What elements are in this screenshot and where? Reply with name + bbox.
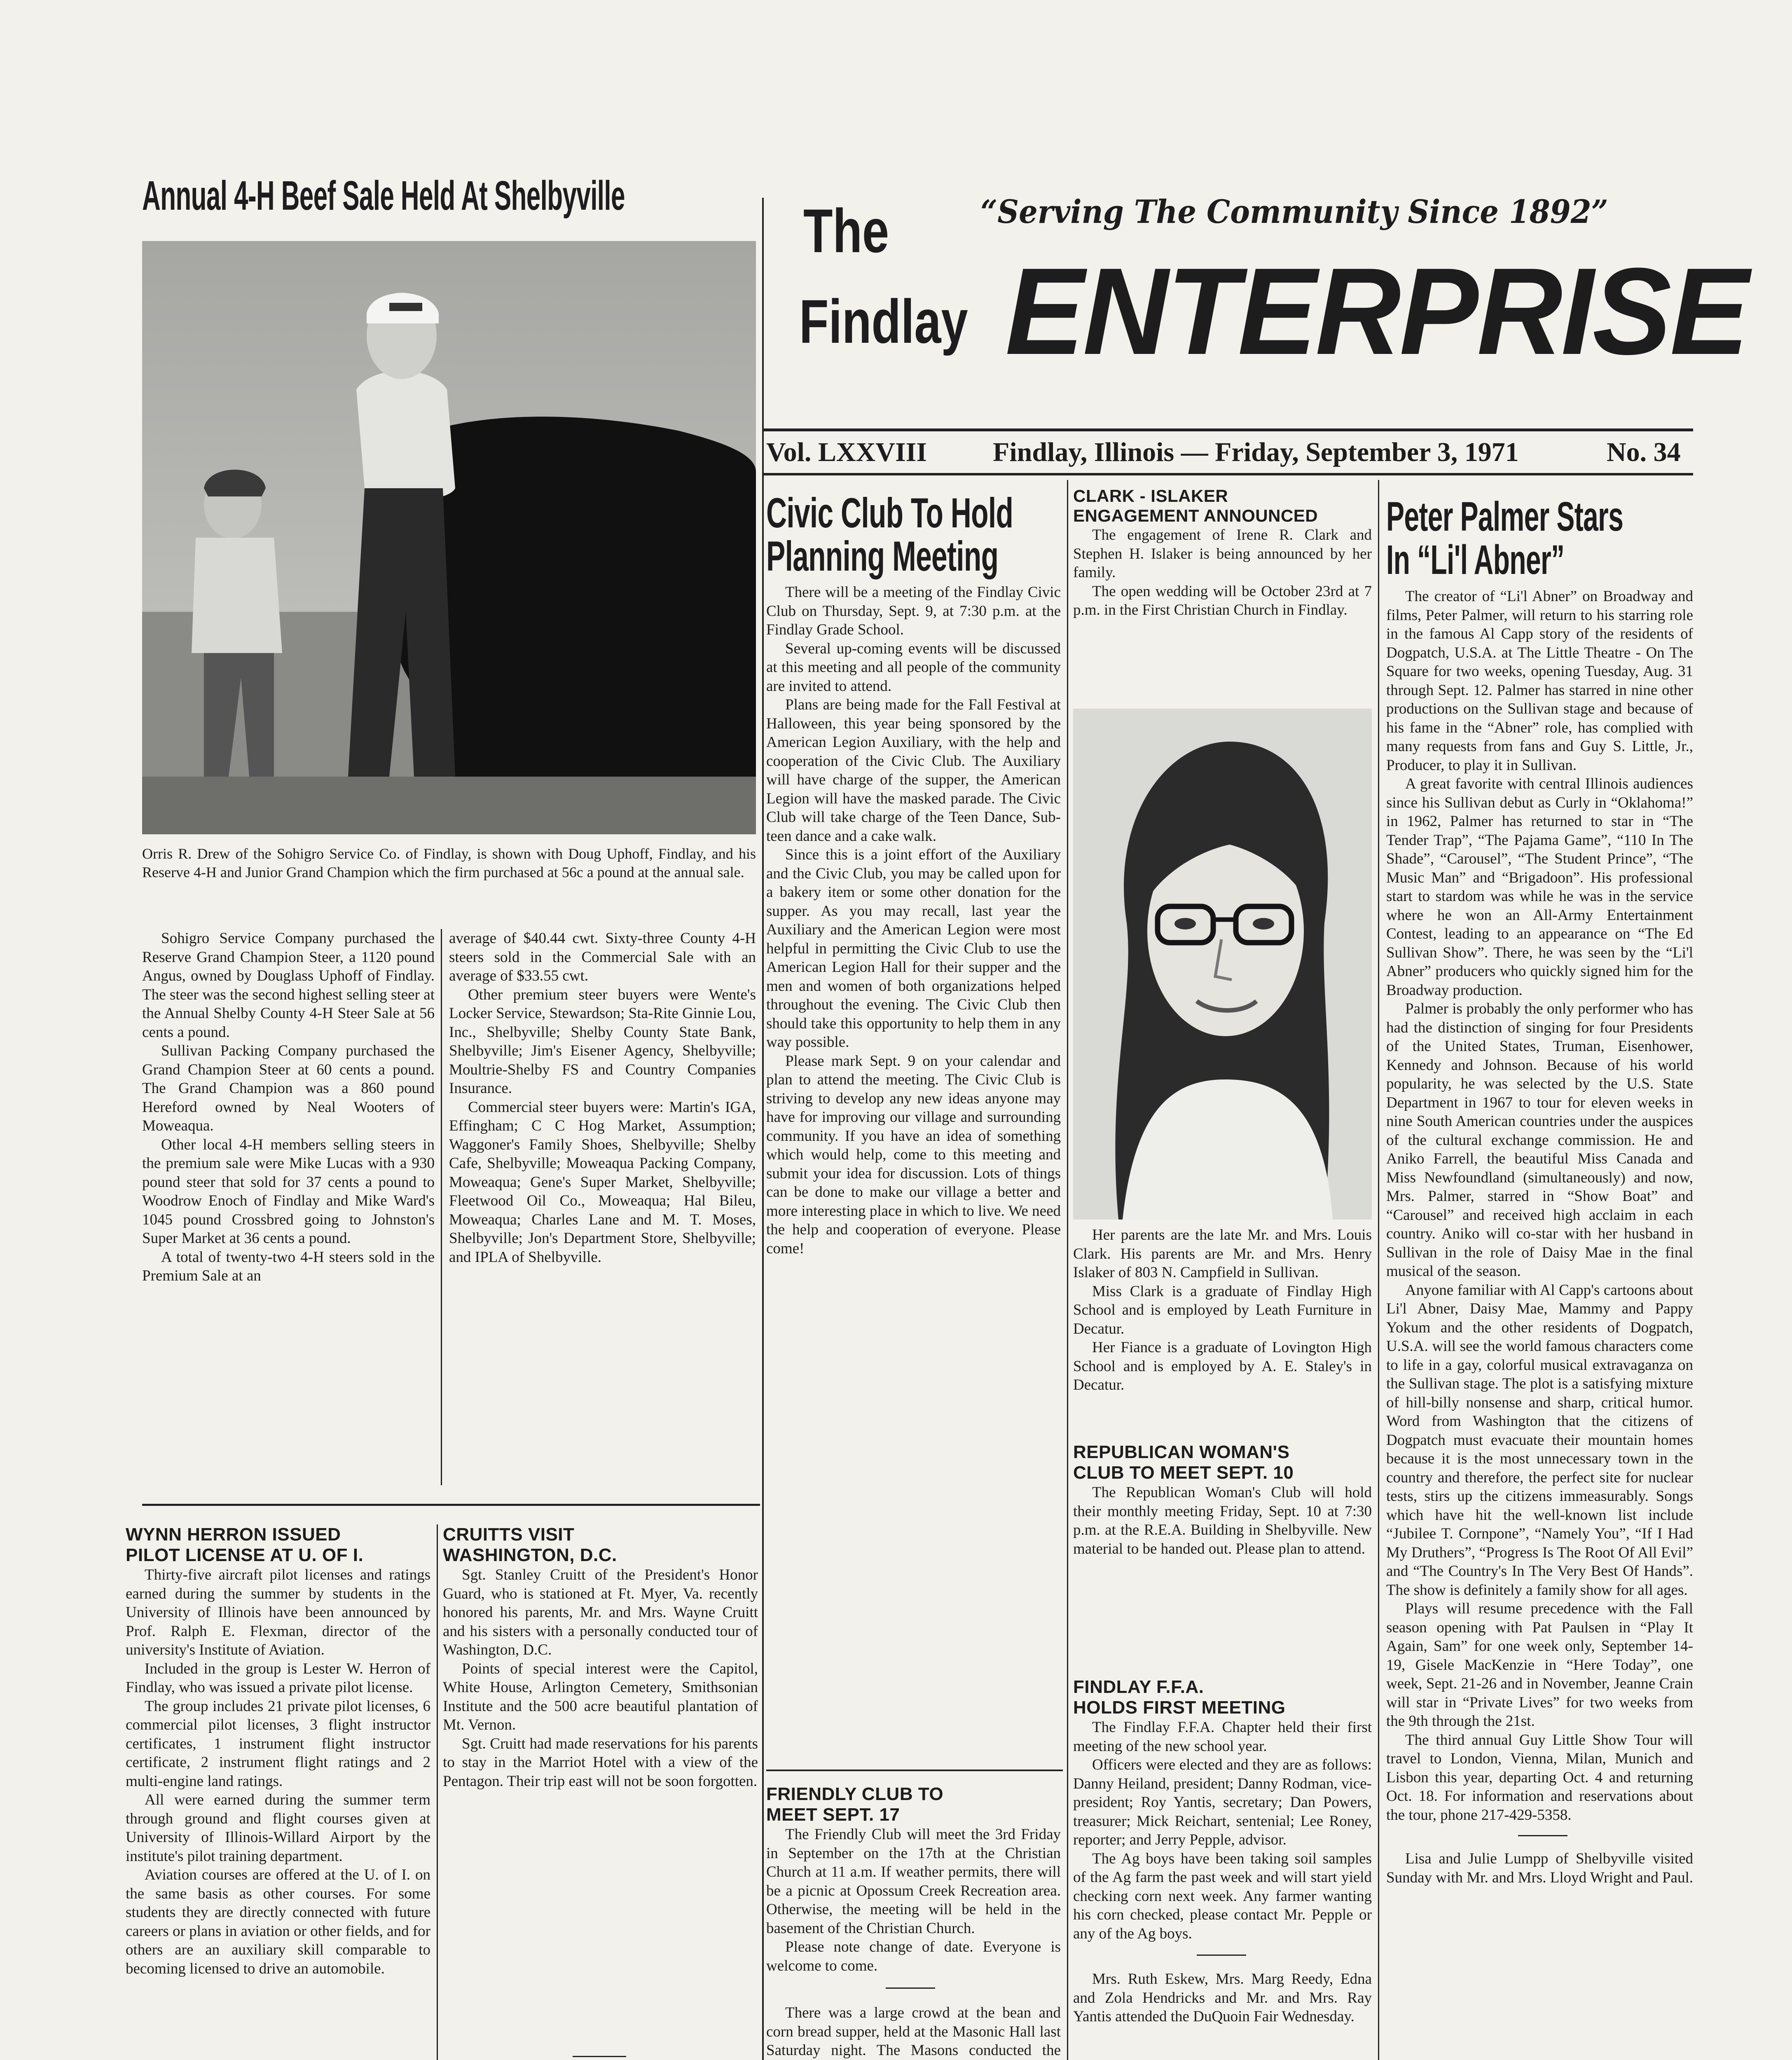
wynn-p4: All were earned during the summer term through ground and flight courses given at University of Illinois-Willard Airport by the institute's pilot training department. (126, 1791, 430, 1865)
beef-sale-col-divider (441, 929, 442, 1485)
civic-p1: There will be a meeting of the Findlay Civic Club on Thursday, Sept. 9, at 7:30 p.m. at the Findlay Grade School. (766, 584, 1061, 638)
republican-article (1073, 1442, 1372, 1558)
civic-article (766, 583, 1061, 1258)
civic-headline-2: Planning Meeting (766, 533, 999, 580)
cruitts-p3: Sgt. Cruitt had made reservations for his parents to stay in the Marriot Hotel with a view of the Pentagon. Their trip east will not be soon forgotten. (443, 1735, 758, 1790)
palmer-p1: The creator of “Li'l Abner” on Broadway and films, Peter Palmer, will return to his starring role in the famous Al Capp story of the residents of Dogpatch, U.S.A. at The Little Theatre - On The Square for two weeks, opening Tuesday, Aug. 31 through Sept. 12. Palmer has starred in nine other productions on the Sullivan stage and because of his fame in the “Abner” role, has complied with many requests from fans and Guy S. Little, Jr., Producer, to play it in Sullivan. (1386, 588, 1693, 774)
masthead-rule-top (762, 428, 1693, 431)
masthead-the: The (803, 196, 889, 265)
ffa-headline: FINDLAY F.F.A. HOLDS FIRST MEETING (1073, 1677, 1286, 1718)
beef-sale-p3: Other local 4-H members selling steers in the premium sale were Mike Lucas with a 930 pound steer that sold for 37 cents a pound to Woodrow Enoch of Findlay and Mike Ward's 1045 pound Crossbred going to Johnston's Super Market at 36 cents a pound. (142, 1136, 435, 1247)
clark-p5: Her Fiance is a graduate of Lovington High School and is employed by A. E. Staley's in Decatur. (1073, 1339, 1372, 1393)
wynn-p2: Included in the group is Lester W. Herron of Findlay, who was issued a private pilot license. (126, 1660, 430, 1696)
eskew-note: Mrs. Ruth Eskew, Mrs. Marg Reedy, Edna and Zola Hendricks and Mr. and Mrs. Ray Yantis attended the DuQuoin Fair Wednesday. (1073, 1971, 1372, 2025)
cruitts-article (443, 1524, 758, 1791)
beef-sale-p1: Sohigro Service Company purchased the Reserve Grand Champion Steer, a 1120 pound Angus, owned by Douglass Uphoff of Findlay. The steer was the second highest selling steer at the Annual Shelby County 4-H Steer Sale at 56 cents a pound. (142, 930, 435, 1041)
clark-p2: The open wedding will be October 23rd at 7 p.m. in the First Christian Church in Findlay. (1073, 583, 1372, 618)
beef-sale-p2: Sullivan Packing Company purchased the Grand Champion Steer at 60 cents a pound. The Grand Champion was a 860 pound Hereford owned by Neal Wooters of Moweaqua. (142, 1042, 435, 1134)
wynn-p1: Thirty-five aircraft pilot licenses and ratings earned during the summer by students in the University of Illinois have been announced by Prof. Ralph E. Flexman, director of the university's Institute of Aviation. (126, 1566, 430, 1658)
palmer-p6: The third annual Guy Little Show Tour will travel to London, Vienna, Milan, Munich and Lisbon this year, departing Oct. 4 and returning Oct. 18. For information and reservations about the tour, phone 217-429-5358. (1386, 1731, 1693, 1824)
republican-headline: REPUBLICAN WOMAN'S CLUB TO MEET SEPT. 10 (1073, 1442, 1294, 1483)
beef-sale-bottom-rule (142, 1504, 760, 1506)
beef-sale-p5: average of $40.44 cwt. Sixty-three County 4-H steers sold in the Commercial Sale with an average of $33.55 cwt. (449, 930, 756, 984)
ffa-p3: The Ag boys have been taking soil samples of the Ag farm the past week and will start yield checking corn next week. Any farmer wanting his corn checked, please contact Mr. Pepple or any of the Ag boys. (1073, 1850, 1372, 1942)
civic-p3: Plans are being made for the Fall Festival at Halloween, this year being sponsored by the American Legion Auxiliary, with the help and cooperation of the Civic Club. The Auxiliary will have charge of the supper, the American Legion will have the masked parade. The Civic Club will take charge of the Teen Dance, Sub-teen dance and a cake walk. (766, 696, 1061, 845)
left-center-divider (762, 198, 764, 2060)
clark-portrait-image (1073, 709, 1372, 1220)
cruitts-p2: Points of special interest were the Capitol, White House, Arlington Cemetery, Smithsonian Institute and the 500 acre beautiful plantation of Mt. Vernon. (443, 1660, 758, 1733)
friendly-p1: The Friendly Club will meet the 3rd Friday in September on the 17th at the Christian Church at 11 a.m. If weather permits, there will be a picnic at Opossum Creek Recreation area. Otherwise, the meeting will be held in the basement of the Christian Church. (766, 1826, 1061, 1937)
friendly-p2: Please note change of date. Everyone is welcome to come. (766, 1938, 1061, 1974)
beef-sale-col1 (142, 929, 435, 1285)
clark-headline: CLARK - ISLAKER ENGAGEMENT ANNOUNCED (1073, 486, 1318, 525)
friendly-headline: FRIENDLY CLUB TO MEET SEPT. 17 (766, 1784, 944, 1825)
friendly-article (766, 1784, 1061, 2060)
clark-photo (1073, 709, 1372, 1220)
palmer-headline-1: Peter Palmer Stars (1386, 494, 1624, 540)
wynn-headline: WYNN HERRON ISSUED PILOT LICENSE AT U. OF I. (126, 1524, 364, 1565)
beef-sale-photo-image (142, 241, 756, 834)
beef-sale-p6: Other premium steer buyers were Wente's Locker Service, Stewardson; Sta-Rite Ginnie Lou, Inc., Shelbyville; Shelby County State Bank, Shelbyville; Jim's Eisener Agency, Shelbyville; Moultrie-Shelby FS and Country Companies Insurance. (449, 986, 756, 1097)
palmer-article (1386, 587, 1693, 1887)
masthead-findlay: Findlay (799, 287, 968, 356)
cruitts-p1: Sgt. Stanley Cruitt of the President's Honor Guard, who is stationed at Ft. Myer, Va. recently honored his parents, Mr. and Mrs. Wayne Cruitt and his sisters with a personally conducted tour of Washington, D.C. (443, 1566, 758, 1658)
palmer-headline-2: In “Li'l Abner” (1386, 537, 1565, 583)
lumpp-note: Lisa and Julie Lumpp of Shelbyville visited Sunday with Mr. and Mrs. Lloyd Wright and Paul. (1386, 1850, 1693, 1886)
beef-sale-col2 (449, 929, 756, 1266)
clark-palmer-divider (1378, 480, 1379, 2060)
civic-p4: Since this is a joint effort of the Auxiliary and the Civic Club, you may be called upon for a bakery item or some other donation for the supper. As you may recall, last year the Auxiliary and the American Legion were most helpful in permitting the Civic Club to use the American Legion Hall for their supper and the men and women of both organizations helped throughout the evening. The Civic Club then should take this opportunity to help them in any way possible. (766, 846, 1061, 1051)
friendly-short-rule (886, 1987, 935, 1989)
beef-sale-headline: Annual 4-H Beef Sale Held At Shelbyville (142, 173, 625, 219)
clark-p4: Miss Clark is a graduate of Findlay High School and is employed by Leath Furniture in Decatur. (1073, 1283, 1372, 1337)
masthead-rule-bottom (762, 473, 1693, 475)
cruitts-headline: CRUITTS VISIT WASHINGTON, D.C. (443, 1524, 617, 1565)
clark-p1: The engagement of Irene R. Clark and Stephen H. Islaker is being announced by her family. (1073, 527, 1372, 581)
masonic-note: There was a large crowd at the bean and corn bread supper, held at the Masonic Hall last Saturday night. The Masons conducted the (766, 2004, 1061, 2059)
civic-p2: Several up-coming events will be discussed at this meeting and all people of the community are invited to attend. (766, 640, 1061, 695)
wynn-cruitts-divider (437, 1524, 438, 2060)
palmer-short-rule (1518, 1835, 1567, 1836)
palmer-p5: Plays will resume precedence with the Fall season opening with Pat Paulsen in “Play It Again, Sam” for one week only, September 14-19, Gisele MacKenzie in “Here Today”, one week, Sept. 21-26 and in November, Jeanne Crain will star in “Private Lives” for two weeks from the 9th through the 21st. (1386, 1600, 1693, 1730)
masthead-volume: Vol. LXXVIII (766, 437, 927, 467)
wynn-p3: The group includes 21 private pilot licenses, 6 commercial pilot licenses, 3 flight instructor certificates, 1 instrument flight instructor certificate, 2 instrument flight ratings and 2 multi-engine land ratings. (126, 1697, 430, 1790)
masthead-dateline: Findlay, Illinois — Friday, September 3, 1971 (993, 437, 1519, 467)
wynn-article (126, 1524, 430, 1978)
masthead-number: No. 34 (1607, 437, 1681, 467)
civic-headline-1: Civic Club To Hold (766, 489, 1013, 536)
beef-sale-caption: Orris R. Drew of the Sohigro Service Co. of Findlay, is shown with Doug Uphoff, Findlay, and his Reserve 4-H and Junior Grand Champion which the firm purchased at 56c a pound at the annual sale. (142, 845, 756, 880)
palmer-p4: Anyone familiar with Al Capp's cartoons about Li'l Abner, Daisy Mae, Mammy and Pappy Yokum and the other residents of Dogpatch, U.S.A. will see the world famous characters come to life in a gay, colorful musical extravaganza on the Sullivan stage. The plot is a satisfying mixture of hill-billy nonsense and sharp, critical humor. Word from Washington that the citizens of Dogpatch must evacuate their mountain homes because it is the most unnecessary town in the country and therefore, the perfect site for nuclear tests, stirs up the citizens immeasurably. Songs which have hit the well-known list include “Jubilee T. Cornpone”, “Namely You”, “If I Had My Druthers”, “Progress Is The Root Of All Evil” and “The Country's In The Very Best Of Hands”. The show is definitely a family show for all ages. (1386, 1281, 1693, 1599)
ffa-article (1073, 1677, 1372, 2026)
beef-sale-p7: Commercial steer buyers were: Martin's IGA, Effingham; C C Hog Market, Assumption; Waggoner's Family Shoes, Shelbyville; Shelby Cafe, Shelbyville; Moweaqua Packing Company, Moweaqua; Gene's Super Market, Shelbyville; Fleetwood Oil Co., Moweaqua; Hal Bileu, Moweaqua; Charles Lane and M. T. Moses, Shelbyville; Jon's Department Store, Shelbyville; and IPLA of Shelbyville. (449, 1098, 756, 1266)
masthead-enterprise: ENTERPRISE (1005, 242, 1748, 380)
clark-article-top (1073, 486, 1372, 620)
ffa-short-rule (1197, 1955, 1246, 1956)
clark-article-bottom (1073, 1226, 1372, 1395)
clark-p3: Her parents are the late Mr. and Mrs. Louis Clark. His parents are Mr. and Mrs. Henry Islaker of 803 N. Campfield in Sullivan. (1073, 1227, 1372, 1281)
beef-sale-p4: A total of twenty-two 4-H steers sold in the Premium Sale at an (142, 1248, 435, 1284)
masthead-motto: “Serving The Community Since 1892” (980, 193, 1608, 231)
beef-sale-photo (142, 241, 756, 834)
wynn-p5: Aviation courses are offered at the U. of I. on the same basis as other courses. For some students they are directly connected with future careers or plans in aviation or other fields, and for others are an auxiliary skill comparable to becoming licensed to drive an automobile. (126, 1866, 430, 1977)
palmer-p2: A great favorite with central Illinois audiences since his Sullivan debut as Curly in “Oklahoma!” in 1962, Palmer has returned to star in “The Tender Trap”, “The Pajama Game”, “110 In The Shade”, “Carousel”, “The Student Prince”, “The Music Man” and “Brigadoon”. His professional start to stardom was while he was in the service where he won an All-Army Entertainment Contest, leading to an appearance on “The Ed Sullivan Show”. There, he was seen by the “Li'l Abner” producers who quickly signed him for the Broadway production. (1386, 775, 1693, 999)
civic-p5: Please mark Sept. 9 on your calendar and plan to attend the meeting. The Civic Club is striving to develop any new ideas anyone may have for improving our village and surrounding community. If you have an idea of something which would help, come to this meeting and submit your idea for discussion. Lots of things can be done to make our village a better and more interesting place in which to live. We need the help and cooperation of everyone. Please come! (766, 1052, 1061, 1257)
cruitts-short-rule (573, 2056, 626, 2057)
civic-bottom-rule (766, 1770, 1063, 1771)
ffa-p2: Officers were elected and they are as follows: Danny Heiland, president; Danny Rodman, vice-president; Roy Yantis, secretary; Dan Powers, treasurer; Mick Reichart, sentenial; Lee Roney, reporter; and Jerry Pepple, advisor. (1073, 1756, 1372, 1848)
palmer-p3: Palmer is probably the only performer who has had the distinction of singing for four Presidents of the United States, Truman, Eisenhower, Kennedy and Johnson. Because of his world popularity, he was selected by the U.S. State Department in 1967 to tour for eleven weeks in nine South American countries under the auspices of the cultural exchange commission. He and Aniko Farrell, the beautiful Miss Canada and Miss Newfoundland (simultaneously) and now, Mrs. Palmer, starred in “Show Boat” and “Carousel” and received high acclaim in each country. Aniko will co-star with her husband in Sullivan in the role of Daisy Mae in the final musical of the season. (1386, 1000, 1693, 1280)
republican-p1: The Republican Woman's Club will hold their monthly meeting Friday, Sept. 10 at 7:30 p.m. at the R.E.A. Building in Shelbyville. New material to be handed out. Please plan to attend. (1073, 1484, 1372, 1557)
ffa-p1: The Findlay F.F.A. Chapter held their first meeting of the new school year. (1073, 1719, 1372, 1755)
civic-clark-divider (1067, 480, 1068, 2060)
